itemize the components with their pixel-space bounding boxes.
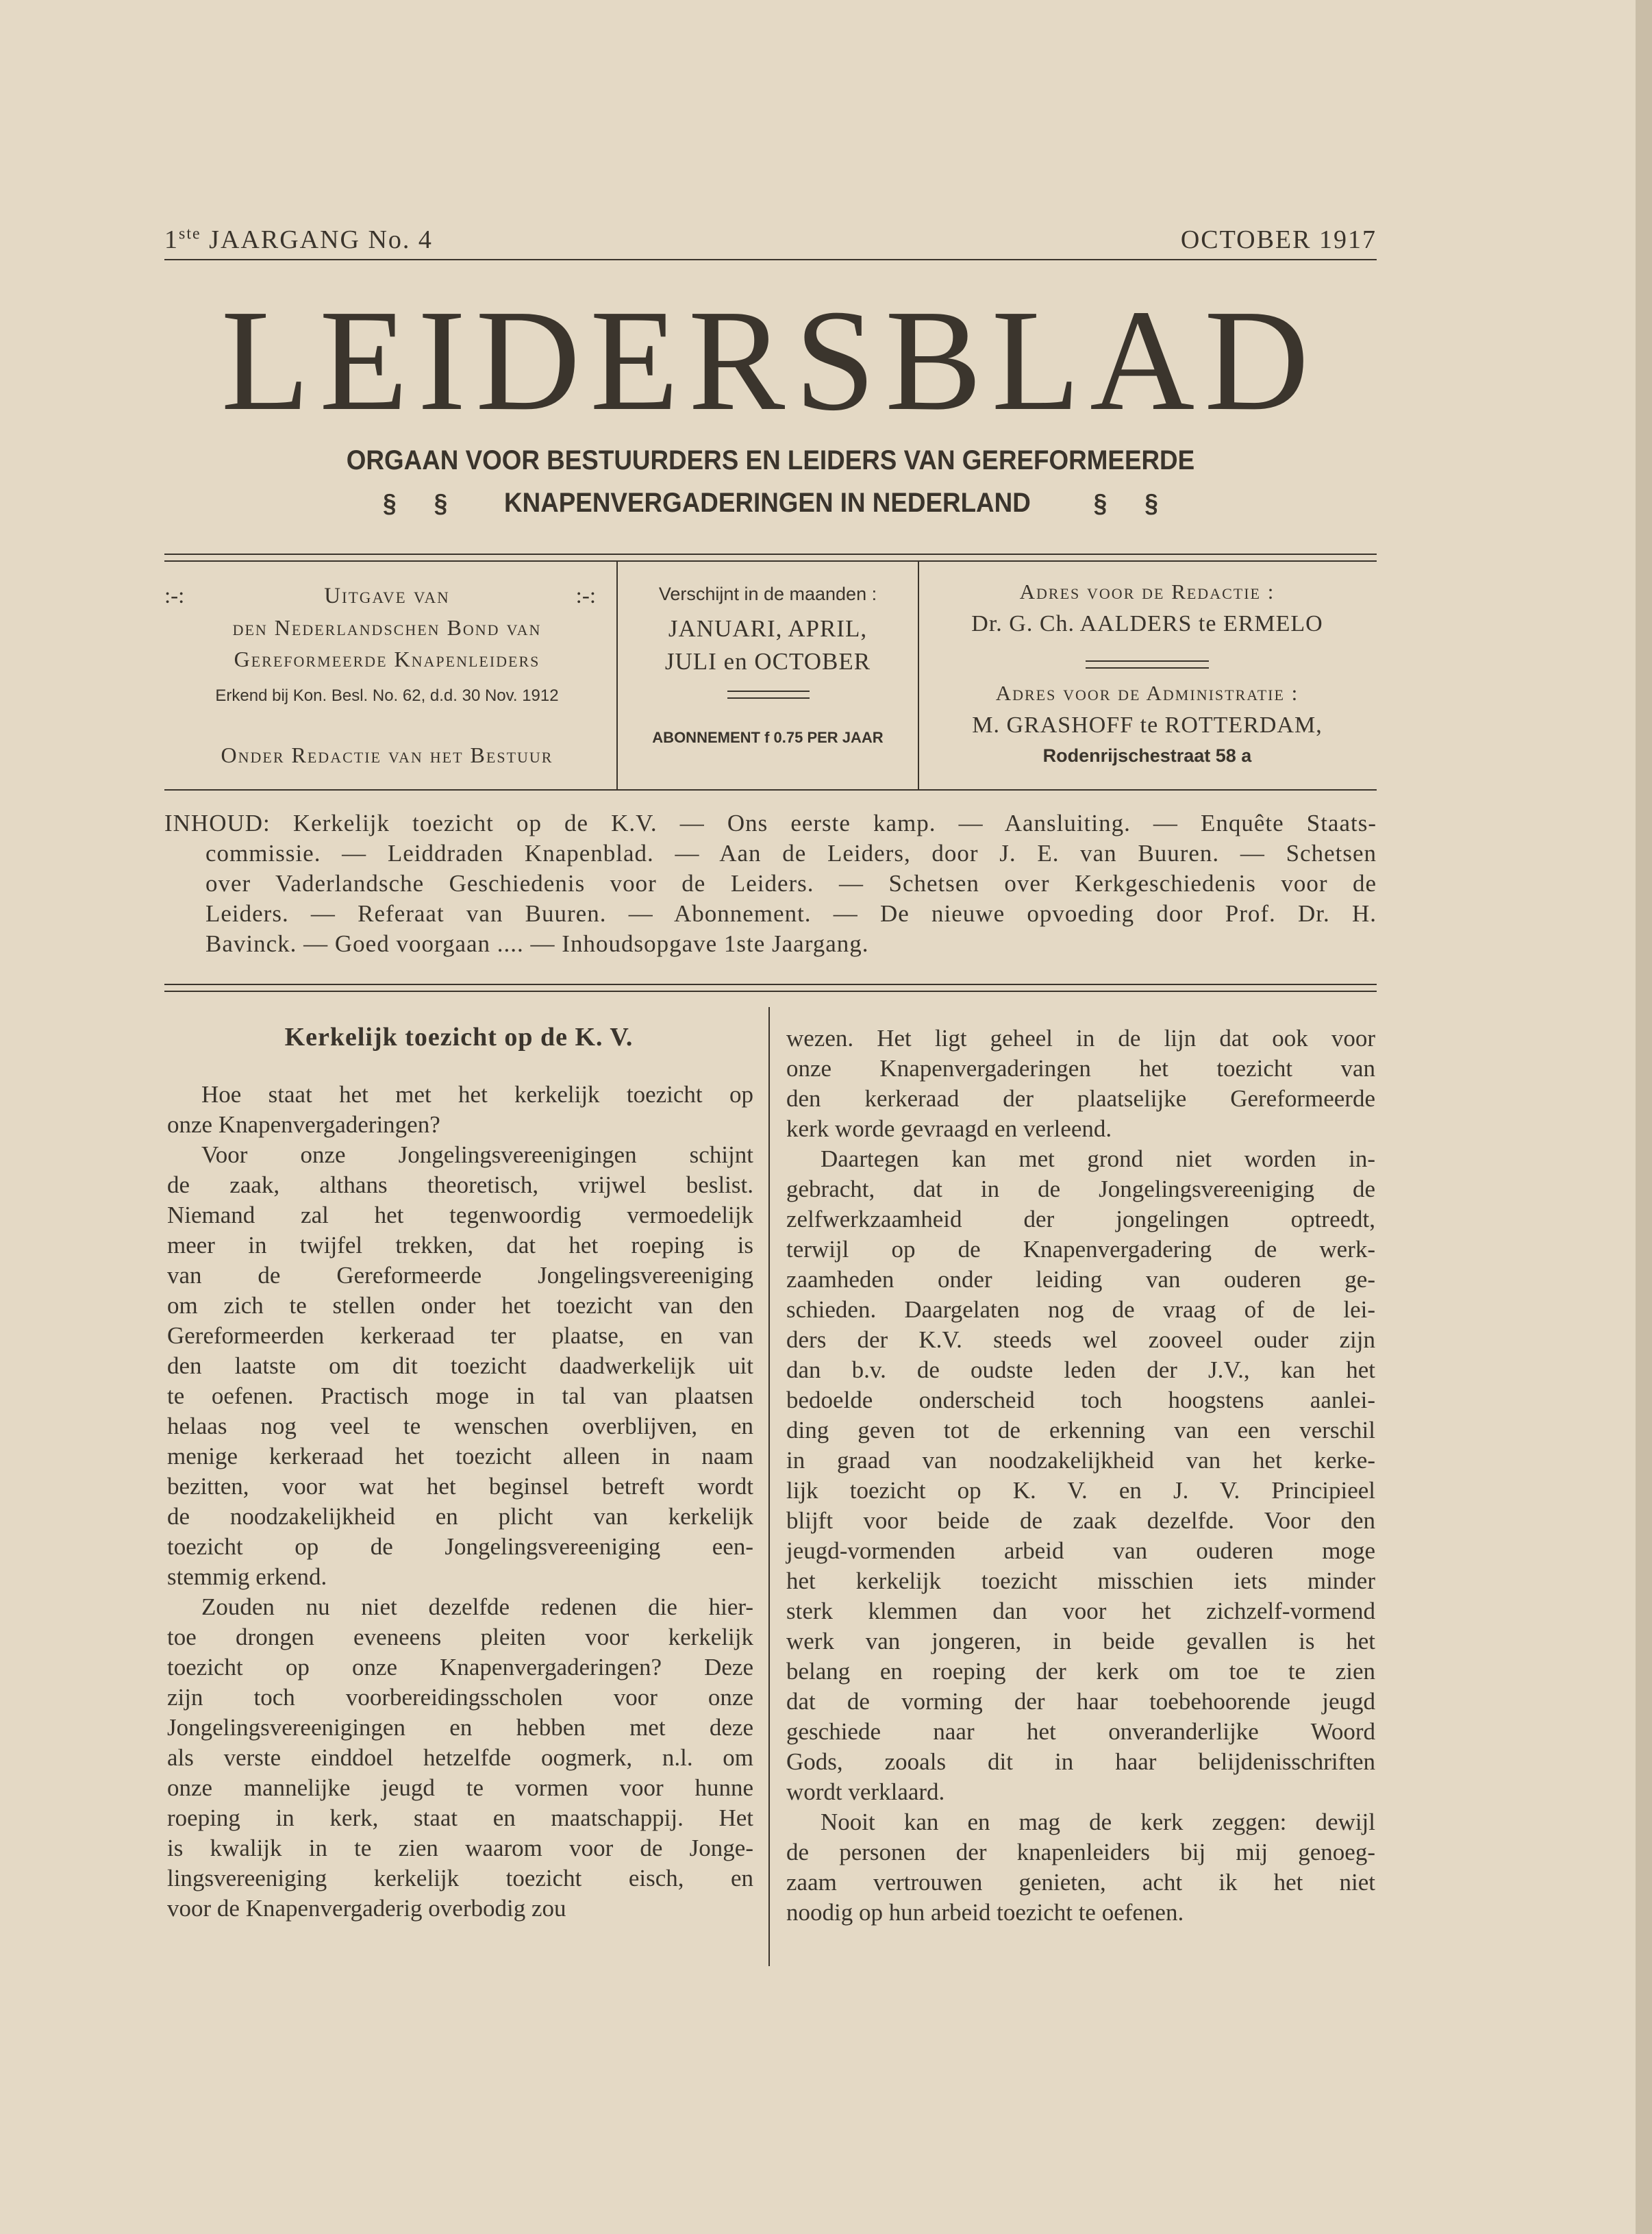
article-line: helaas nog veel te wenschen overblijven, en bbox=[167, 1413, 753, 1439]
masthead-title: LEIDERSBLAD bbox=[221, 280, 1319, 440]
article-line: ding geven tot de erkenning van een verschil bbox=[786, 1417, 1375, 1443]
article-line: zaam vertrouwen genieten, acht ik het niet bbox=[786, 1869, 1375, 1896]
article-line: Hoe staat het met het kerkelijk toezicht op bbox=[201, 1081, 753, 1108]
issue-date: OCTOBER 1917 bbox=[1180, 225, 1377, 254]
info-box bbox=[164, 563, 1377, 788]
subtitle-line-1: ORGAAN VOOR BESTUURDERS EN LEIDERS VAN GEREFORMEERDE bbox=[346, 445, 1195, 475]
article-line: gebracht, dat in de Jongelingsvereeniging de bbox=[786, 1176, 1375, 1202]
article-line: de personen der knapenleiders bij mij genoeg- bbox=[786, 1839, 1375, 1865]
article-line: dat de vorming der haar toebehoorende jeugd bbox=[786, 1688, 1375, 1715]
admin-street: Rodenrijschestraat 58 a bbox=[1042, 745, 1252, 766]
article-line: Nooit kan en mag de kerk zeggen: dewijl bbox=[821, 1809, 1375, 1835]
article-line: Daartegen kan met grond niet worden in- bbox=[821, 1145, 1375, 1172]
article-line: Jongelingsvereenigingen en hebben met deze bbox=[167, 1714, 753, 1741]
box-bottom-rule bbox=[164, 789, 1377, 791]
toc-line: INHOUD: Kerkelijk toezicht op de K.V. — Ons eerste kamp. — Aansluiting. — Enquête Staats- bbox=[164, 810, 1377, 836]
article-line: als verste einddoel hetzelfde oogmerk, n.l. om bbox=[167, 1744, 753, 1771]
volume-number: 1ste JAARGANG No. 4 bbox=[164, 225, 433, 254]
article-line: meer in twijfel trekken, dat het roeping is bbox=[167, 1232, 753, 1258]
article-line: Gereformeerden kerkeraad ter plaatse, en van bbox=[167, 1322, 753, 1349]
article-column-left bbox=[167, 1080, 753, 1924]
article-line: de zaak, althans theoretisch, vrijwel beslist. bbox=[167, 1171, 753, 1198]
article-line: terwijl op de Knapenvergadering de werk- bbox=[786, 1236, 1375, 1263]
article-line: onze Knapenvergaderingen? bbox=[167, 1111, 440, 1138]
schedule-months-2: JULI en OCTOBER bbox=[664, 648, 871, 675]
article-line: in graad van noodzakelijkheid van het kerke- bbox=[786, 1447, 1375, 1474]
article-line: bedoelde onderscheid toch hoogstens aanlei- bbox=[786, 1387, 1375, 1413]
article-line: zaamheden onder leiding van ouderen ge- bbox=[786, 1266, 1375, 1293]
toc-line: commissie. — Leiddraden Knapenblad. — Aan de Leiders, door J. E. van Buuren. — Schetsen bbox=[205, 840, 1377, 867]
article-line: schieden. Daargelaten nog de vraag of de lei- bbox=[786, 1296, 1375, 1323]
article-line: de noodzakelijkheid en plicht van kerkelijk bbox=[167, 1503, 753, 1530]
publisher-column bbox=[164, 563, 610, 788]
article-line: het kerkelijk toezicht misschien iets minder bbox=[786, 1567, 1375, 1594]
article-line: dan b.v. de oudste leden der J.V., kan het bbox=[786, 1356, 1375, 1383]
article-line: den laatste om dit toezicht daadwerkelijk uit bbox=[167, 1352, 753, 1379]
small-double-rule bbox=[727, 691, 810, 699]
article-line: van de Gereformeerde Jongelingsvereeniging bbox=[167, 1262, 753, 1289]
article-line: Zouden nu niet dezelfde redenen die hier- bbox=[201, 1593, 753, 1620]
article-line: noodig op hun arbeid toezicht te oefenen. bbox=[786, 1899, 1184, 1926]
toc-line: Leiders. — Referaat van Buuren. — Abonnement. — De nieuwe opvoeding door Prof. Dr. H. bbox=[205, 900, 1377, 927]
double-rule-bottom-a bbox=[164, 984, 1377, 985]
article-line: onze Knapenvergaderingen het toezicht van bbox=[786, 1055, 1375, 1082]
marker-right: :-: bbox=[575, 584, 596, 608]
publisher-name-2: Gereformeerde Knapenleiders bbox=[234, 647, 540, 671]
ornament-icon: § bbox=[383, 489, 397, 518]
double-rule-bottom-b bbox=[164, 991, 1377, 992]
ornament-icon: § bbox=[1144, 489, 1158, 518]
article-line: voor de Knapenvergaderig overbodig zou bbox=[167, 1895, 566, 1922]
article-line: zelfwerkzaamheid der jongelingen optreedt, bbox=[786, 1206, 1375, 1232]
subtitle-text: KNAPENVERGADERINGEN IN NEDERLAND bbox=[504, 488, 1031, 518]
article-line: te oefenen. Practisch moge in tal van plaatsen bbox=[167, 1382, 753, 1409]
article-line: toezicht op onze Knapenvergaderingen? Deze bbox=[167, 1654, 753, 1680]
royal-decree: Erkend bij Kon. Besl. No. 62, d.d. 30 Nov. 1912 bbox=[215, 686, 559, 705]
article-line: wordt verklaard. bbox=[786, 1778, 945, 1805]
article-line: kerk worde gevraagd en verleend. bbox=[786, 1115, 1112, 1142]
article-line: jeugd-vormenden arbeid van ouderen moge bbox=[786, 1537, 1375, 1564]
subscription-price: ABONNEMENT f 0.75 PER JAAR bbox=[652, 729, 884, 746]
article-title: Kerkelijk toezicht op de K. V. bbox=[284, 1023, 634, 1052]
publisher-label: Uitgave van bbox=[324, 584, 450, 608]
marker-left: :-: bbox=[164, 584, 185, 608]
article-column-right bbox=[786, 1023, 1375, 1928]
subtitle-line-2 bbox=[213, 488, 1328, 519]
article-line: toe drongen eveneens pleiten voor kerkelijk bbox=[167, 1624, 753, 1650]
article-line: sterk klemmen dan voor het zichzelf-vormend bbox=[786, 1598, 1375, 1624]
article-line: Niemand zal het tegenwoordig vermoedelijk bbox=[167, 1202, 753, 1228]
article-line: stemmig erkend. bbox=[167, 1563, 327, 1590]
article-line: lijk toezicht op K. V. en J. V. Principieel bbox=[786, 1477, 1375, 1504]
article-line: Voor onze Jongelingsvereenigingen schijnt bbox=[201, 1141, 753, 1168]
schedule-column bbox=[616, 560, 919, 791]
article-line: werk van jongeren, in beide gevallen is het bbox=[786, 1628, 1375, 1654]
article-line: wezen. Het ligt geheel in de lijn dat ook voor bbox=[786, 1025, 1375, 1052]
admin-address-label: Adres voor de Administratie : bbox=[995, 681, 1299, 705]
top-rule bbox=[164, 259, 1377, 260]
article-line: lingsvereeniging kerkelijk toezicht eisch, en bbox=[167, 1865, 753, 1891]
article-line: menige kerkeraad het toezicht alleen in naam bbox=[167, 1443, 753, 1469]
article-line: blijft voor beide de zaak dezelfde. Voor den bbox=[786, 1507, 1375, 1534]
toc-line: over Vaderlandsche Geschiedenis voor de Leiders. — Schetsen over Kerkgeschiedenis voor de bbox=[205, 870, 1377, 897]
editorial-address: Dr. G. Ch. AALDERS te ERMELO bbox=[971, 611, 1323, 636]
address-column bbox=[918, 563, 1377, 788]
schedule-label: Verschijnt in de maanden : bbox=[658, 584, 877, 604]
ornament-icon: § bbox=[434, 489, 448, 518]
admin-address-name: M. GRASHOFF te ROTTERDAM, bbox=[972, 712, 1323, 738]
article-line: Gods, zooals dit in haar belijdenisschriften bbox=[786, 1748, 1375, 1775]
double-rule-top-a bbox=[164, 554, 1377, 555]
article-line: toezicht op de Jongelingsvereeniging een- bbox=[167, 1533, 753, 1560]
article-line: belang en roeping der kerk om toe te zien bbox=[786, 1658, 1375, 1685]
toc-line: Bavinck. — Goed voorgaan .... — Inhoudsopgave 1ste Jaargang. bbox=[205, 930, 869, 957]
table-of-contents bbox=[164, 808, 1377, 959]
article-line: bezitten, voor wat het beginsel betreft wordt bbox=[167, 1473, 753, 1500]
publisher-name-1: den Nederlandschen Bond van bbox=[232, 615, 542, 640]
article-line: onze mannelijke jeugd te vormen voor hunne bbox=[167, 1774, 753, 1801]
article-line: ders der K.V. steeds wel zooveel ouder zijn bbox=[786, 1326, 1375, 1353]
small-double-rule bbox=[1086, 660, 1209, 669]
article-line: roeping in kerk, staat en maatschappij. Het bbox=[167, 1804, 753, 1831]
article-line: om zich te stellen onder het toezicht van den bbox=[167, 1292, 753, 1319]
article-line: is kwalijk in te zien waarom voor de Jonge- bbox=[167, 1835, 753, 1861]
column-divider bbox=[768, 1007, 770, 1966]
editorial-note: Onder Redactie van het Bestuur bbox=[221, 743, 553, 767]
schedule-months-1: JANUARI, APRIL, bbox=[668, 615, 868, 642]
article-line: zijn toch voorbereidingsscholen voor onze bbox=[167, 1684, 753, 1711]
page-edge bbox=[1636, 0, 1652, 2234]
editorial-address-label: Adres voor de Redactie : bbox=[1019, 580, 1275, 604]
ornament-icon: § bbox=[1093, 489, 1107, 518]
article-line: geschiede naar het onveranderlijke Woord bbox=[786, 1718, 1375, 1745]
article-line: den kerkeraad der plaatselijke Gereformeerde bbox=[786, 1085, 1375, 1112]
